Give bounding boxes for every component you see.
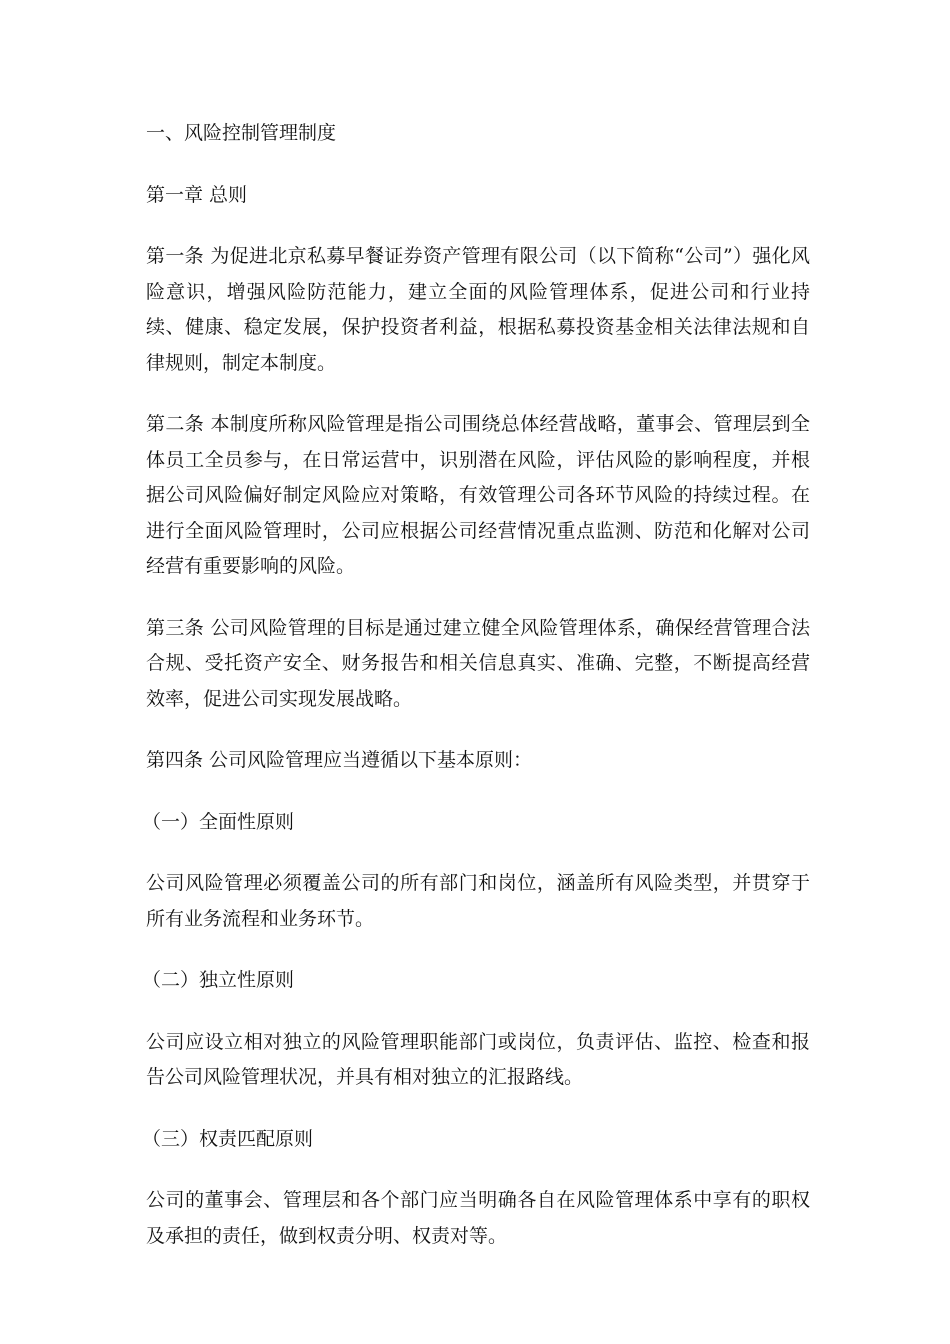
section-title: 一、风险控制管理制度 xyxy=(146,122,337,144)
principle-2-text: 公司应设立相对独立的风险管理职能部门或岗位，负责评估、监控、检查和报告公司风险管理状况，并具有相对独立的汇报路线。 xyxy=(146,1030,810,1088)
article-2-paragraph: 第二条 本制度所称风险管理是指公司围绕总体经营战略，董事会、管理层到全体员工全员参与，在日常运营中，识别潜在风险，评估风险的影响程度，并根据公司风险偏好制定风险应对策略，有效管理公司各环节风险的持续过程。在进行全面风险管理时，公司应根据公司经营情况重点监测、防范和化解对公司经营有重要影响的风险。 xyxy=(146,413,810,577)
document-body xyxy=(142,116,810,1254)
principle-2-label: （二）独立性原则 xyxy=(142,969,295,991)
article-1-paragraph: 第一条 为促进北京私募早餐证券资产管理有限公司（以下简称“公司”）强化风险意识，增强风险防范能力，建立全面的风险管理体系，促进公司和行业持续、健康、稳定发展，保护投资者利益，根据私募投资基金相关法律法规和自律规则，制定本制度。 xyxy=(146,245,810,374)
principle-1-text: 公司风险管理必须覆盖公司的所有部门和岗位，涵盖所有风险类型，并贯穿于所有业务流程和业务环节。 xyxy=(146,872,810,930)
chapter-title: 第一章 总则 xyxy=(146,183,248,206)
article-4-paragraph: 第四条 公司风险管理应当遵循以下基本原则： xyxy=(146,749,533,771)
article-3-paragraph: 第三条 公司风险管理的目标是通过建立健全风险管理体系，确保经营管理合法合规、受托资产安全、财务报告和相关信息真实、准确、完整，不断提高经营效率，促进公司实现发展战略。 xyxy=(146,616,810,710)
principle-1-label: （一）全面性原则 xyxy=(142,810,295,833)
principle-3-label: （三）权责匹配原则 xyxy=(142,1127,314,1150)
principle-3-text: 公司的董事会、管理层和各个部门应当明确各自在风险管理体系中享有的职权及承担的责任，做到权责分明、权责对等。 xyxy=(146,1189,810,1247)
